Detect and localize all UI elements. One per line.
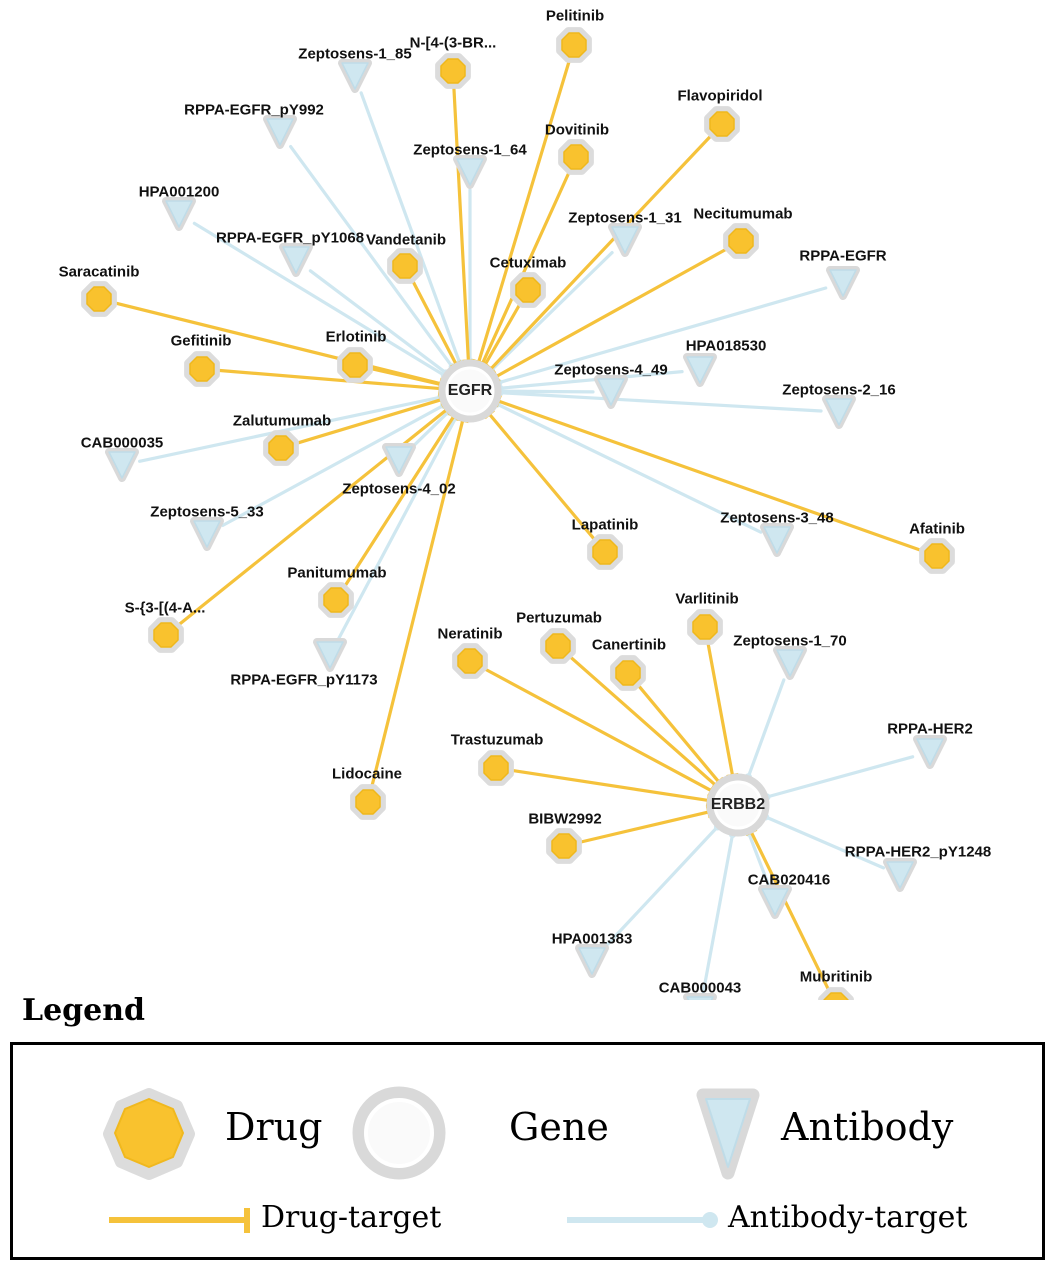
drug-node[interactable] <box>354 788 382 816</box>
antibody-node-label: Zeptosens-1_85 <box>298 45 412 63</box>
drug-node-label: Flavopiridol <box>677 87 763 105</box>
drug-node-label: Saracatinib <box>58 263 140 281</box>
drug-node-label: Panitumumab <box>287 564 387 582</box>
antibody-node[interactable] <box>612 227 638 253</box>
drug-node-label: Trastuzumab <box>450 731 544 749</box>
drug-node[interactable] <box>439 57 467 85</box>
graph-edge <box>361 93 460 363</box>
legend-drug-icon <box>109 1094 189 1174</box>
drug-node[interactable] <box>708 110 736 138</box>
antibody-node[interactable] <box>917 739 943 765</box>
drug-node-label: Dovitinib <box>544 121 610 139</box>
antibody-node[interactable] <box>386 447 412 473</box>
antibody-node[interactable] <box>687 997 713 1000</box>
graph-edge <box>640 687 719 782</box>
drug-node[interactable] <box>923 542 951 570</box>
antibody-node-label: Zeptosens-4_49 <box>554 361 668 379</box>
drug-node-label: Pertuzumab <box>516 609 602 627</box>
legend-label-gene: Gene <box>509 1105 609 1149</box>
drug-node[interactable] <box>727 227 755 255</box>
graph-edge <box>748 680 783 777</box>
antibody-node[interactable] <box>166 201 192 227</box>
antibody-node[interactable] <box>267 119 293 145</box>
antibody-node[interactable] <box>887 862 913 888</box>
drug-node-label: Varlitinib <box>675 590 739 608</box>
antibody-node-label: RPPA-EGFR_pY992 <box>184 101 324 119</box>
antibody-node-label: Zeptosens-1_64 <box>413 141 527 159</box>
drug-node[interactable] <box>188 355 216 383</box>
antibody-node-label: CAB020416 <box>747 871 831 889</box>
antibody-node[interactable] <box>109 452 135 478</box>
antibody-node[interactable] <box>826 399 852 425</box>
legend-box <box>10 1042 1045 1260</box>
legend-gene-icon <box>359 1093 439 1173</box>
drug-node[interactable] <box>544 632 572 660</box>
legend-label-drug-target: Drug-target <box>261 1200 442 1235</box>
drug-node-label: Lapatinib <box>571 516 639 534</box>
antibody-node[interactable] <box>830 270 856 296</box>
antibody-node-label: RPPA-HER2_pY1248 <box>844 843 992 861</box>
drug-node[interactable] <box>591 538 619 566</box>
drug-node[interactable] <box>691 613 719 641</box>
drug-node-label: Zalutumumab <box>232 412 332 430</box>
antibody-node[interactable] <box>317 642 343 668</box>
drug-node-label: Gefitinib <box>170 332 232 350</box>
antibody-node-label: Zeptosens-1_31 <box>568 209 682 227</box>
antibody-node-label: Zeptosens-1_70 <box>733 632 847 650</box>
drug-node[interactable] <box>322 586 350 614</box>
graph-edge <box>373 369 441 384</box>
legend-label-antibody-target: Antibody-target <box>728 1200 968 1235</box>
antibody-node[interactable] <box>194 521 220 547</box>
drug-node-label: Pelitinib <box>545 7 605 25</box>
antibody-node-label: Zeptosens-3_48 <box>720 509 834 527</box>
drug-node-label: Lidocaine <box>331 765 403 783</box>
legend-label-antibody: Antibody <box>781 1105 954 1149</box>
drug-node-label: Neratinib <box>437 625 503 643</box>
legend-drug-edge <box>109 1208 248 1233</box>
drug-node[interactable] <box>562 143 590 171</box>
drug-node-label: Vandetanib <box>365 231 447 249</box>
drug-node-label: Mubritinib <box>799 968 873 986</box>
antibody-node-label: RPPA-EGFR_pY1173 <box>230 671 378 689</box>
antibody-node-label: CAB000043 <box>658 979 742 997</box>
antibody-node-label: Zeptosens-4_02 <box>342 480 456 498</box>
graph-edge <box>491 137 710 369</box>
legend-antibody-edge <box>567 1212 718 1228</box>
drug-node[interactable] <box>614 659 642 687</box>
gene-node-label: ERBB2 <box>710 796 766 813</box>
drug-node[interactable] <box>456 647 484 675</box>
antibody-node-label: HPA001383 <box>551 930 633 948</box>
drug-node[interactable] <box>550 832 578 860</box>
antibody-node[interactable] <box>764 527 790 553</box>
graph-edge <box>500 393 821 411</box>
graph-edge <box>751 832 828 989</box>
drug-node[interactable] <box>85 285 113 313</box>
graph-edge <box>454 89 468 361</box>
antibody-node-label: HPA001200 <box>138 183 220 201</box>
drug-node-label: S-{3-[(4-A... <box>124 599 206 617</box>
graph-edge <box>479 62 569 362</box>
drug-node-label: Necitumumab <box>693 205 793 223</box>
drug-node[interactable] <box>560 31 588 59</box>
antibody-node-label: HPA018530 <box>685 337 767 355</box>
legend-title: Legend <box>22 993 146 1028</box>
drug-node-label: Canertinib <box>591 636 667 654</box>
graph-edge <box>500 391 593 392</box>
drug-node-label: N-[4-(3-BR... <box>409 34 497 52</box>
graph-edge <box>703 834 732 992</box>
antibody-node[interactable] <box>457 159 483 185</box>
antibody-node[interactable] <box>687 357 713 383</box>
antibody-node-label: RPPA-EGFR_pY1068 <box>215 229 365 247</box>
drug-node[interactable] <box>152 621 180 649</box>
graph-edge <box>767 757 913 797</box>
drug-node[interactable] <box>391 252 419 280</box>
antibody-node-label: Zeptosens-5_33 <box>150 503 264 521</box>
antibody-node-label: CAB000035 <box>80 434 164 452</box>
antibody-node[interactable] <box>342 63 368 89</box>
antibody-node-label: RPPA-EGFR <box>799 247 887 265</box>
antibody-node[interactable] <box>762 889 788 915</box>
legend-label-drug: Drug <box>225 1105 323 1149</box>
graph-edge <box>346 416 454 585</box>
drug-node[interactable] <box>514 276 542 304</box>
antibody-node-label: Zeptosens-2_16 <box>782 381 896 399</box>
drug-node[interactable] <box>341 351 369 379</box>
gene-node-label: EGFR <box>447 382 493 399</box>
drug-node-label: Afatinib <box>909 520 965 538</box>
drug-node[interactable] <box>822 991 850 1000</box>
graph-edge <box>498 401 920 550</box>
graph-edge <box>220 370 440 388</box>
graph-edge <box>708 645 732 776</box>
antibody-node[interactable] <box>579 948 605 974</box>
antibody-node[interactable] <box>283 247 309 273</box>
drug-node-label: Cetuximab <box>489 254 567 272</box>
drug-node-label: Erlotinib <box>325 328 387 346</box>
antibody-node-label: RPPA-HER2 <box>887 720 973 738</box>
antibody-node[interactable] <box>777 650 803 676</box>
drug-node[interactable] <box>482 754 510 782</box>
drug-node[interactable] <box>267 434 295 462</box>
legend-antibody-icon <box>703 1095 753 1173</box>
drug-node-label: BIBW2992 <box>528 810 602 828</box>
